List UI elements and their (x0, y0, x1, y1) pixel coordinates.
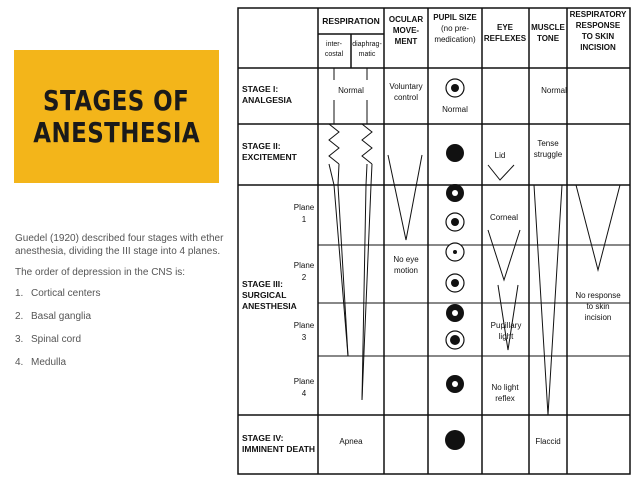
pupil-dilated-icon (446, 144, 464, 162)
svg-text:2: 2 (301, 273, 307, 282)
header-eye: EYE (496, 23, 514, 32)
plane-labels (294, 203, 315, 398)
pupil-icon (452, 190, 458, 196)
svg-text:IMMINENT DEATH: IMMINENT DEATH (242, 444, 316, 454)
intro-text: Guedel (1920) described four stages with ether anesthesia, dividing the III stage into 4 planes. (15, 233, 224, 257)
svg-text:SURGICAL: SURGICAL (242, 290, 287, 300)
flaccid-text: Flaccid (535, 437, 561, 446)
pupil-fixed-dilated-icon (445, 430, 465, 450)
pupil-icon (451, 84, 459, 92)
svg-text:ANALGESIA: ANALGESIA (242, 95, 293, 105)
svg-text:MOVE-: MOVE- (392, 26, 420, 35)
cns-order-list (15, 287, 230, 369)
svg-text:RESPONSE: RESPONSE (575, 21, 621, 30)
list-item: 3. Spinal cord (15, 334, 82, 345)
svg-text:struggle: struggle (533, 150, 563, 159)
svg-text:MENT: MENT (394, 37, 418, 46)
svg-text:(no pre-: (no pre- (440, 24, 470, 33)
order-heading: The order of depression in the CNS is: (15, 267, 186, 278)
svg-text:light: light (498, 332, 514, 341)
corneal-text: Corneal (489, 213, 519, 222)
svg-text:INCISION: INCISION (580, 43, 616, 52)
pupil-icon (451, 279, 459, 287)
pupillary-text: Pupillary (490, 321, 522, 330)
stage-3-label: STAGE III: (242, 279, 283, 289)
header-respiration: RESPIRATION (322, 16, 380, 26)
cell-texts (338, 82, 621, 446)
svg-text:ANESTHESIA: ANESTHESIA (242, 301, 297, 311)
description (15, 232, 230, 379)
svg-text:TO SKIN: TO SKIN (581, 32, 615, 41)
svg-text:REFLEXES: REFLEXES (483, 34, 527, 43)
title-box (14, 50, 219, 183)
svg-text:incision: incision (584, 313, 612, 322)
muscle-tone-graph (534, 185, 562, 415)
pupil-normal-text: Normal (442, 105, 468, 114)
muscle-normal-text: Normal (541, 86, 567, 95)
slide-title-line-1: STAGES OF (43, 83, 190, 117)
list-item: 2. Basal ganglia (15, 311, 92, 322)
list-item: 1. Cortical centers (15, 288, 101, 299)
no-response-text: No response (575, 291, 621, 300)
svg-text:motion: motion (393, 266, 419, 275)
header-ocular: OCULAR (388, 15, 424, 24)
stages-table (236, 0, 636, 478)
plane-4-label: Plane (293, 377, 315, 386)
svg-text:medication): medication) (434, 35, 476, 44)
stage-4-label: STAGE IV: (242, 433, 284, 443)
apnea-text: Apnea (339, 437, 363, 446)
header-muscle: MUSCLE (531, 23, 565, 32)
resp-response-graph (576, 185, 620, 270)
svg-text:3: 3 (301, 333, 307, 342)
svg-text:EXCITEMENT: EXCITEMENT (242, 152, 297, 162)
resp-normal-text: Normal (338, 86, 364, 95)
pupil-icon (453, 250, 457, 254)
svg-text:diaphrag-: diaphrag- (352, 41, 382, 48)
no-eye-motion-text: No eye (393, 255, 419, 264)
pupil-icon (452, 381, 458, 387)
stage-2-label: STAGE II: (242, 141, 281, 151)
tense-text: Tense (537, 139, 559, 148)
respiration-graph (329, 68, 372, 400)
stage-1-label: STAGE I: (242, 84, 279, 94)
plane-1-label: Plane (293, 203, 315, 212)
svg-text:1: 1 (301, 215, 307, 224)
header-pupil: PUPIL SIZE (433, 13, 477, 22)
slide-title-line-2: ANESTHESIA (33, 115, 200, 149)
ocular-voluntary-text: Voluntary (389, 82, 423, 91)
svg-text:to skin: to skin (586, 302, 610, 311)
svg-text:control: control (393, 93, 419, 102)
lid-text: Lid (494, 151, 506, 160)
pupil-icon (450, 335, 460, 345)
pupil-icon (451, 218, 459, 226)
no-light-text: No light (491, 383, 519, 392)
ocular-graph (388, 155, 422, 240)
svg-text:4: 4 (301, 389, 307, 398)
svg-text:costal: costal (324, 51, 344, 58)
svg-text:inter-: inter- (326, 41, 342, 48)
plane-3-label: Plane (293, 321, 315, 330)
svg-text:reflex: reflex (495, 394, 515, 403)
header-resp-response: RESPIRATORY (569, 10, 627, 19)
pupil-icons (445, 79, 465, 450)
plane-2-label: Plane (293, 261, 315, 270)
pupil-icon (452, 310, 458, 316)
list-item: 4. Medulla (15, 357, 67, 368)
table-grid (238, 8, 630, 474)
svg-text:matic: matic (358, 51, 376, 58)
svg-text:TONE: TONE (536, 34, 560, 43)
